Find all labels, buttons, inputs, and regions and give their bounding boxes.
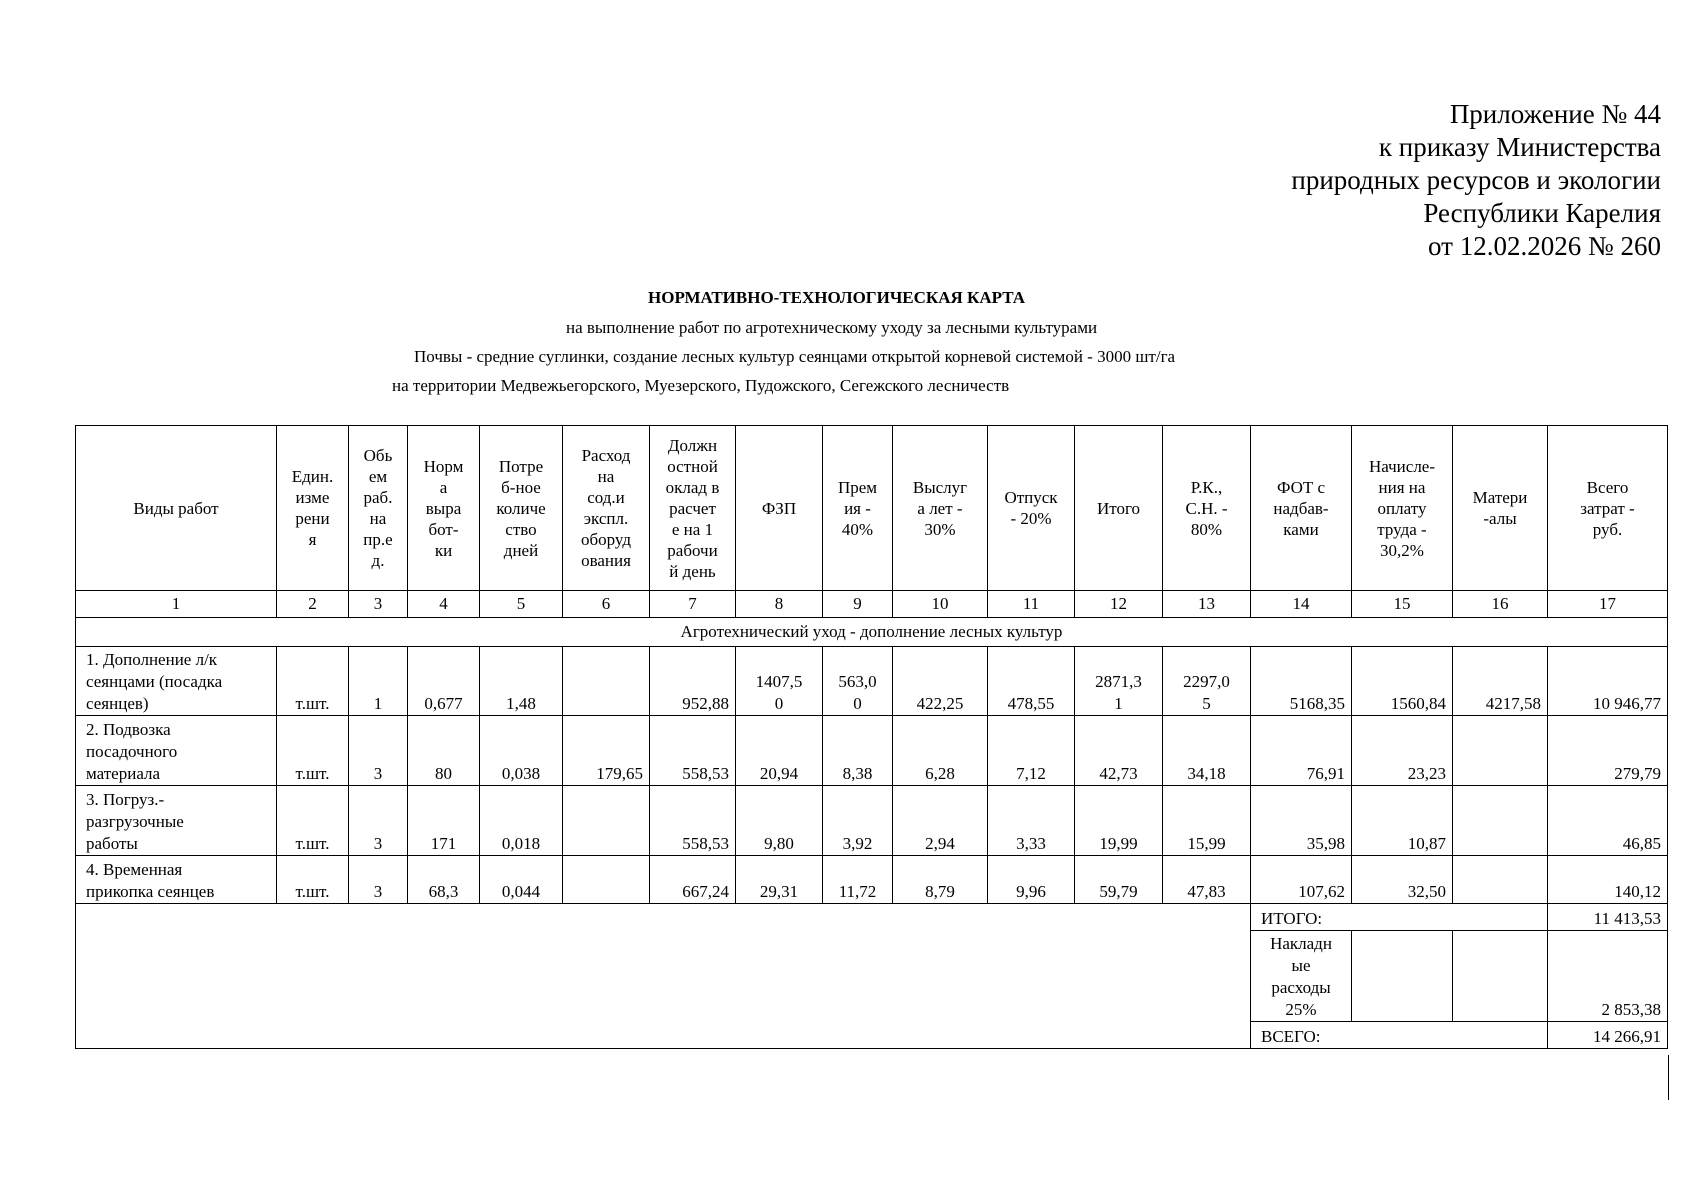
itogo-value: 11 413,53 — [1548, 904, 1668, 931]
column-header: Един. изме рени я — [277, 426, 349, 591]
column-number: 14 — [1251, 591, 1352, 618]
cell-volume: 1 — [349, 647, 408, 716]
column-header: Расход на сод.и экспл. оборуд ования — [563, 426, 650, 591]
appendix-line: Республики Карелия — [1423, 198, 1661, 228]
cell-total: 42,73 — [1075, 716, 1163, 786]
column-number: 2 — [277, 591, 349, 618]
column-number: 7 — [650, 591, 736, 618]
column-header: Обь ем раб. на пр.е д. — [349, 426, 408, 591]
table-row — [76, 647, 1668, 716]
column-header: ФОТ с надбав- ками — [1251, 426, 1352, 591]
column-number-row — [76, 591, 1668, 618]
column-number: 9 — [823, 591, 893, 618]
cell-all: 10 946,77 — [1548, 647, 1668, 716]
cell-bonus: 563,0 0 — [823, 647, 893, 716]
column-number: 1 — [76, 591, 277, 618]
column-number: 8 — [736, 591, 823, 618]
cell-seniority: 8,79 — [893, 856, 988, 904]
column-header: Прем ия - 40% — [823, 426, 893, 591]
appendix-block — [1291, 98, 1661, 263]
cell-total: 19,99 — [1075, 786, 1163, 856]
cell-work: 1. Дополнение л/к сеянцами (посадка сеянцев) — [76, 647, 277, 716]
cell-bonus: 3,92 — [823, 786, 893, 856]
cell-all: 140,12 — [1548, 856, 1668, 904]
column-header: Всего затрат - руб. — [1548, 426, 1668, 591]
cell-fot: 107,62 — [1251, 856, 1352, 904]
header-row — [76, 426, 1668, 591]
cell-equip — [563, 647, 650, 716]
section-title: Агротехнический уход - дополнение лесных культур — [76, 618, 1668, 647]
cell-seniority: 422,25 — [893, 647, 988, 716]
column-header: Начисле- ния на оплату труда - 30,2% — [1352, 426, 1453, 591]
cell-fzp: 9,80 — [736, 786, 823, 856]
cell-equip — [563, 856, 650, 904]
appendix-line: Приложение № 44 — [1449, 99, 1661, 129]
cell-volume: 3 — [349, 856, 408, 904]
cell-materials — [1453, 856, 1548, 904]
cell-norm: 68,3 — [408, 856, 480, 904]
cell-unit: т.шт. — [277, 856, 349, 904]
column-number: 4 — [408, 591, 480, 618]
cell-days: 0,044 — [480, 856, 563, 904]
cell-seniority: 2,94 — [893, 786, 988, 856]
cell-accruals: 10,87 — [1352, 786, 1453, 856]
column-header: Р.К., С.Н. - 80% — [1163, 426, 1251, 591]
cell-rk: 34,18 — [1163, 716, 1251, 786]
overhead-empty-cell — [1352, 931, 1453, 1022]
column-number: 10 — [893, 591, 988, 618]
cell-salary: 667,24 — [650, 856, 736, 904]
column-number: 16 — [1453, 591, 1548, 618]
cell-fzp: 20,94 — [736, 716, 823, 786]
cell-work: 2. Подвозка посадочного материала — [76, 716, 277, 786]
cell-accruals: 23,23 — [1352, 716, 1453, 786]
column-header: Выслуг а лет - 30% — [893, 426, 988, 591]
cell-fot: 35,98 — [1251, 786, 1352, 856]
cell-salary: 558,53 — [650, 786, 736, 856]
appendix-line: к приказу Министерства — [1378, 132, 1661, 162]
totals-blank-area — [76, 904, 1251, 1049]
cell-unit: т.шт. — [277, 786, 349, 856]
column-header: Матери -алы — [1453, 426, 1548, 591]
document-subtitle: на территории Медвежьегорского, Муезерского, Пудожского, Сегежского лесничеств — [392, 376, 1010, 395]
cell-fot: 76,91 — [1251, 716, 1352, 786]
cell-bonus: 11,72 — [823, 856, 893, 904]
column-number: 12 — [1075, 591, 1163, 618]
cell-salary: 558,53 — [650, 716, 736, 786]
document-subtitle: на выполнение работ по агротехническому уходу за лесными культурами — [566, 318, 1098, 337]
column-number: 6 — [563, 591, 650, 618]
cell-unit: т.шт. — [277, 647, 349, 716]
table-row — [76, 716, 1668, 786]
column-number: 5 — [480, 591, 563, 618]
column-header: Итого — [1075, 426, 1163, 591]
cell-all: 279,79 — [1548, 716, 1668, 786]
cell-volume: 3 — [349, 716, 408, 786]
column-number: 3 — [349, 591, 408, 618]
page-edge-line — [1668, 1055, 1669, 1100]
overhead-label: Накладн ые расходы 25% — [1251, 931, 1352, 1022]
cell-bonus: 8,38 — [823, 716, 893, 786]
table-row — [76, 856, 1668, 904]
cell-all: 46,85 — [1548, 786, 1668, 856]
cell-days: 0,038 — [480, 716, 563, 786]
section-row — [76, 618, 1668, 647]
itogo-label: ИТОГО: — [1251, 904, 1548, 931]
cell-materials — [1453, 786, 1548, 856]
cell-rk: 15,99 — [1163, 786, 1251, 856]
vsego-value: 14 266,91 — [1548, 1022, 1668, 1049]
document-subtitle: Почвы - средние суглинки, создание лесных культур сеянцами открытой корневой системой - 3000 шт/га — [414, 347, 1176, 366]
cell-materials — [1453, 716, 1548, 786]
column-header: Норм а выра бот- ки — [408, 426, 480, 591]
cell-total: 2871,3 1 — [1075, 647, 1163, 716]
cell-work: 3. Погруз.- разгрузочные работы — [76, 786, 277, 856]
cell-fot: 5168,35 — [1251, 647, 1352, 716]
cell-rk: 47,83 — [1163, 856, 1251, 904]
column-number: 13 — [1163, 591, 1251, 618]
cell-fzp: 1407,5 0 — [736, 647, 823, 716]
cell-equip: 179,65 — [563, 716, 650, 786]
cell-norm: 80 — [408, 716, 480, 786]
cell-salary: 952,88 — [650, 647, 736, 716]
cell-norm: 0,677 — [408, 647, 480, 716]
overhead-empty-cell — [1453, 931, 1548, 1022]
column-number: 11 — [988, 591, 1075, 618]
column-number: 15 — [1352, 591, 1453, 618]
cell-materials: 4217,58 — [1453, 647, 1548, 716]
cell-seniority: 6,28 — [893, 716, 988, 786]
cell-equip — [563, 786, 650, 856]
cell-vacation: 478,55 — [988, 647, 1075, 716]
appendix-line: от 12.02.2026 № 260 — [1428, 231, 1661, 261]
vsego-label: ВСЕГО: — [1251, 1022, 1548, 1049]
cell-work: 4. Временная прикопка сеянцев — [76, 856, 277, 904]
cell-unit: т.шт. — [277, 716, 349, 786]
appendix-line: природных ресурсов и экологии — [1291, 165, 1661, 195]
column-header: ФЗП — [736, 426, 823, 591]
cell-total: 59,79 — [1075, 856, 1163, 904]
cell-days: 0,018 — [480, 786, 563, 856]
cell-rk: 2297,0 5 — [1163, 647, 1251, 716]
cell-accruals: 1560,84 — [1352, 647, 1453, 716]
overhead-value: 2 853,38 — [1548, 931, 1668, 1022]
column-header: Должн остной оклад в расчет е на 1 рабочи й день — [650, 426, 736, 591]
column-header: Потре б-ное количе ство дней — [480, 426, 563, 591]
document-title: НОРМАТИВНО-ТЕХНОЛОГИЧЕСКАЯ КАРТА — [648, 288, 1026, 307]
table-row — [76, 786, 1668, 856]
cell-days: 1,48 — [480, 647, 563, 716]
cell-norm: 171 — [408, 786, 480, 856]
cell-vacation: 3,33 — [988, 786, 1075, 856]
column-number: 17 — [1548, 591, 1668, 618]
cell-vacation: 7,12 — [988, 716, 1075, 786]
cell-vacation: 9,96 — [988, 856, 1075, 904]
cell-fzp: 29,31 — [736, 856, 823, 904]
column-header: Отпуск - 20% — [988, 426, 1075, 591]
column-header: Виды работ — [76, 426, 277, 591]
norm-tech-table — [75, 425, 1668, 1049]
cell-accruals: 32,50 — [1352, 856, 1453, 904]
itogo-row — [76, 904, 1668, 931]
cell-volume: 3 — [349, 786, 408, 856]
